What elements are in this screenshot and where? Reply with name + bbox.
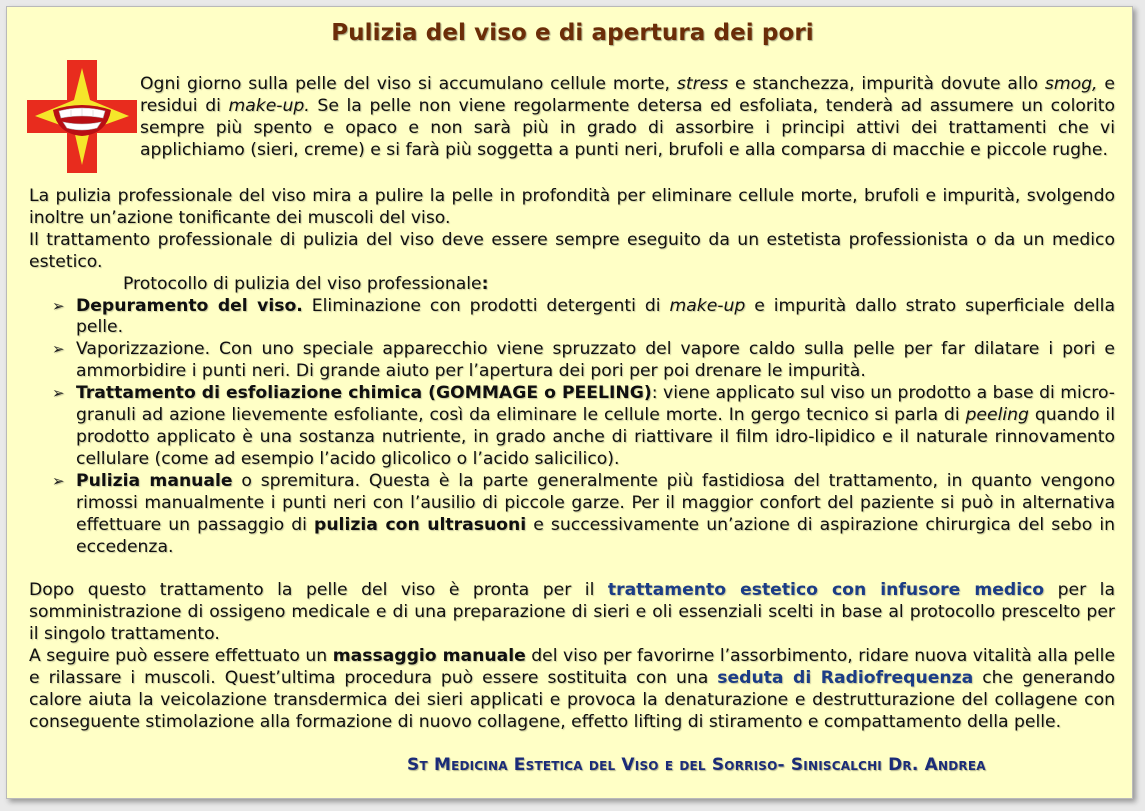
arrow-bullet-icon: ➢ xyxy=(52,296,65,315)
massage-paragraph: A seguire può essere effettuato un massaggio manuale del viso per favorirne l’assorbimento, ridare nuova vitalità alla pelle e rilassare i muscoli. Quest’ultima procedura può essere sostituita con una seduta di Radiofrequenza che generando calore aiuta la veicolazione transdermica dei sieri applicati e provoca la denaturazione e destrutturazione del collagene con conseguente stimolazione alla formazione di nuovo collagene, effetto lifting di stiramento e compattamento della pelle. xyxy=(29,646,1116,732)
list-item: ➢ Trattamento di esfoliazione chimica (GOMMAGE o PEELING): viene applicato sul viso un prodotto a base di micro-granuli ad azione lievemente esfoliante, così da eliminare le cellule morte. In gergo tecnico si parla di peeling quando il prodotto applicato è una sostanza nutriente, in grado anche di riattivare il film idro-lipidico e il naturale rinnovamento cellulare (come ad esempio l’acido glicolico o l’acido salicilico). xyxy=(52,383,1115,469)
arrow-bullet-icon: ➢ xyxy=(52,384,65,403)
intro-paragraph: Ogni giorno sulla pelle del viso si accumulano cellule morte, stress e stanchezza, impurità dovute allo smog, e residui di make-up. Se la pelle non viene regolarmente detersa ed esfoliata, tenderà ad assumere un colorito sempre più spento e opaco e non sarà più in grado di assorbire i principi attivi dei trattamenti che vi applichiamo (sieri, creme) e si farà più soggetta a punti neri, brufoli e alla comparsa di macchie e piccole rughe. xyxy=(140,74,1115,160)
list-item: ➢ Vaporizzazione. Con uno speciale apparecchio viene spruzzato del vapore caldo sulla pelle per far dilatare i pori e ammorbidire i punti neri. Di grande aiuto per l’apertura dei pori per poi drenare le impurità. xyxy=(52,339,1115,382)
list-item: ➢ Depuramento del viso. Eliminazione con prodotti detergenti di make-up e impurità dallo strato superficiale della pelle. xyxy=(52,295,1115,338)
treatment-paragraph: Il trattamento professionale di pulizia del viso deve essere sempre eseguito da un estetista professionista o da un medico estetico. xyxy=(29,229,1115,272)
protocol-steps-list xyxy=(29,296,1115,559)
protocol-title: Protocollo di pulizia del viso professionale: xyxy=(123,273,489,294)
radiofrequency-link[interactable]: seduta di Radiofrequenza xyxy=(717,668,974,689)
page-title: Pulizia del viso e di apertura dei pori xyxy=(331,20,814,46)
makeup-term: make-up. xyxy=(228,95,310,116)
main-body xyxy=(29,186,1115,734)
clinic-signature: St Medicina Estetica del Viso e del Sorriso- Siniscalchi Dr. Andrea xyxy=(407,755,986,775)
list-item: ➢ Pulizia manuale o spremitura. Questa è la parte generalmente più fastidiosa del trattamento, in quanto vengono rimossi manualmente i punti neri con l’ausilio di piccole garze. Per il maggior confort del paziente si può in alternativa effettuare un passaggio di pulizia con ultrasuoni e successivamente un’azione di aspirazione chirurgica del sebo in eccedenza. xyxy=(52,470,1115,557)
infusore-treatment-link[interactable]: trattamento estetico con infusore medico xyxy=(607,580,1045,601)
arrow-bullet-icon: ➢ xyxy=(52,471,65,490)
arrow-bullet-icon: ➢ xyxy=(52,340,65,359)
after-treatment-paragraph: Dopo questo trattamento la pelle del viso è pronta per il trattamento estetico con infusore medico per la somministrazione di ossigeno medicale e di una preparazione di sieri e oli essenziali scelti in base al protocollo prescelto per il singolo trattamento. xyxy=(29,580,1115,645)
red-cross-smile-icon xyxy=(27,60,137,173)
stress-term: stress xyxy=(676,74,729,94)
smog-term: smog, xyxy=(1044,74,1098,94)
professional-paragraph: La pulizia professionale del viso mira a pulire la pelle in profondità per eliminare cellule morte, brufoli e impurità, svolgendo inoltre un’azione tonificante dei muscoli del viso. xyxy=(29,186,1115,228)
